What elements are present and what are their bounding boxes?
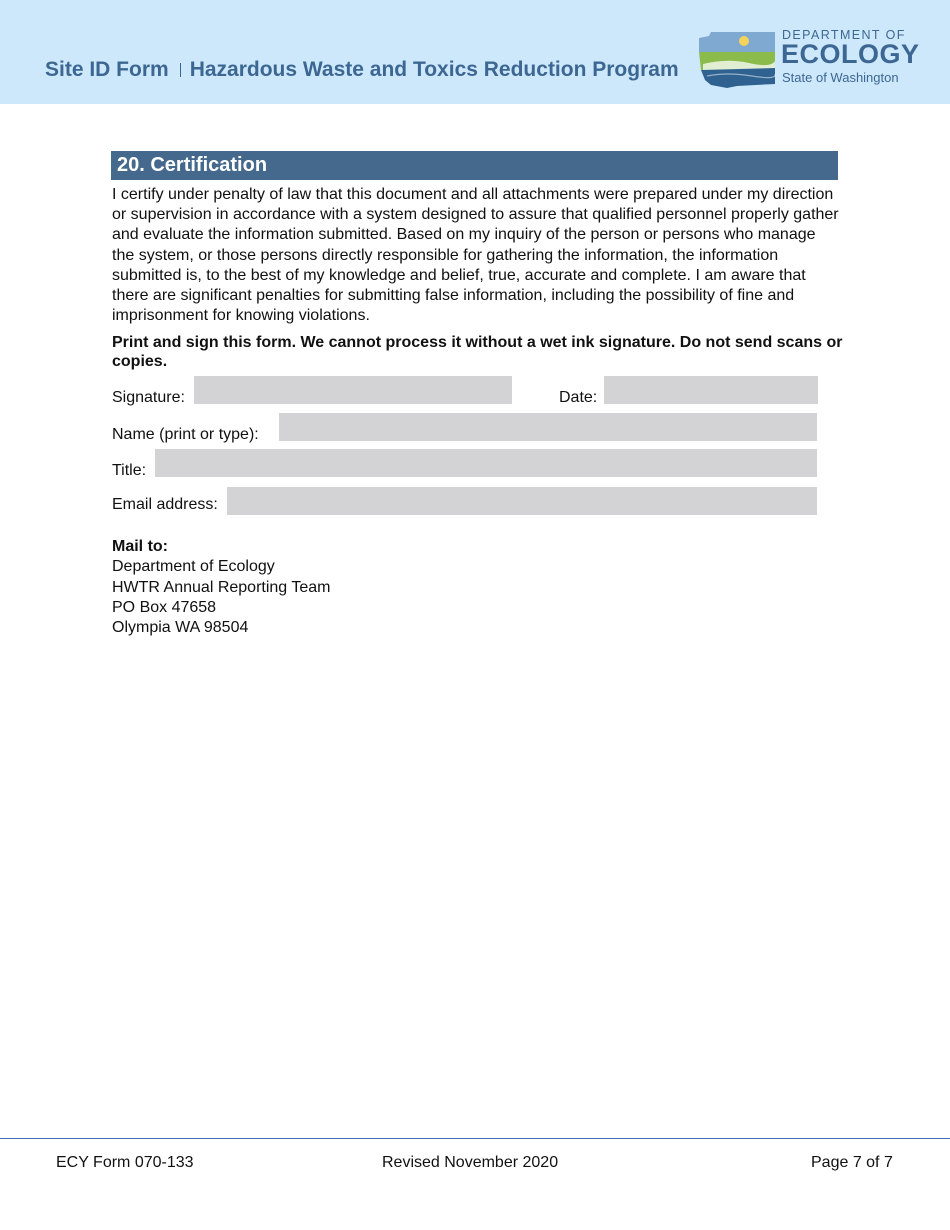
title-separator [180, 63, 181, 77]
form-name: Site ID Form [45, 58, 169, 81]
title-label: Title: [112, 462, 147, 479]
email-field[interactable] [227, 487, 817, 515]
date-field[interactable] [604, 376, 818, 404]
page-header [0, 0, 950, 104]
footer-divider [0, 1138, 950, 1139]
name-label: Name (print or type): [112, 426, 259, 443]
logo-state: State of Washington [782, 70, 899, 85]
ecology-logo [697, 28, 920, 90]
footer-form-number: ECY Form 070-133 [56, 1154, 194, 1171]
mail-heading: Mail to: [112, 538, 168, 555]
logo-agency: ECOLOGY [781, 39, 920, 69]
header-title [45, 58, 679, 82]
certification-statement: I certify under penalty of law that this document and all attachments were prepared under my direction or supervision in accordance with a system designed to assure that qualified personnel properly gather and evaluate the information submitted. Based on my inquiry of the person or persons who manage the system, or those persons directly responsible for gathering the information, the information submitted is, to the best of my knowledge and belief, true, accurate and complete. I am aware that there are significant penalties for submitting false information, including the possibility of fine and imprisonment for knowing violations. [112, 186, 839, 325]
title-field[interactable] [155, 449, 817, 477]
signature-label: Signature: [112, 389, 185, 406]
mail-line-po-box: PO Box 47658 [112, 598, 217, 616]
footer-page-number: Page 7 of 7 [811, 1154, 893, 1171]
signature-field[interactable] [194, 376, 512, 404]
email-label: Email address: [112, 496, 218, 513]
mail-line-city: Olympia WA 98504 [112, 619, 249, 637]
name-field[interactable] [279, 413, 817, 441]
footer-revised-date: Revised November 2020 [382, 1154, 559, 1171]
mail-line-team: HWTR Annual Reporting Team [112, 578, 331, 596]
mailing-address [112, 537, 330, 638]
signature-instruction: Print and sign this form. We cannot process it without a wet ink signature. Do not send scans or copies. [112, 334, 843, 370]
program-name: Hazardous Waste and Toxics Reduction Program [189, 58, 679, 81]
section-heading: 20. Certification [111, 151, 838, 180]
logo-department: DEPARTMENT OF [782, 28, 906, 42]
washington-state-icon [697, 30, 777, 88]
date-label: Date: [559, 389, 598, 406]
mail-line-agency: Department of Ecology [112, 558, 275, 576]
